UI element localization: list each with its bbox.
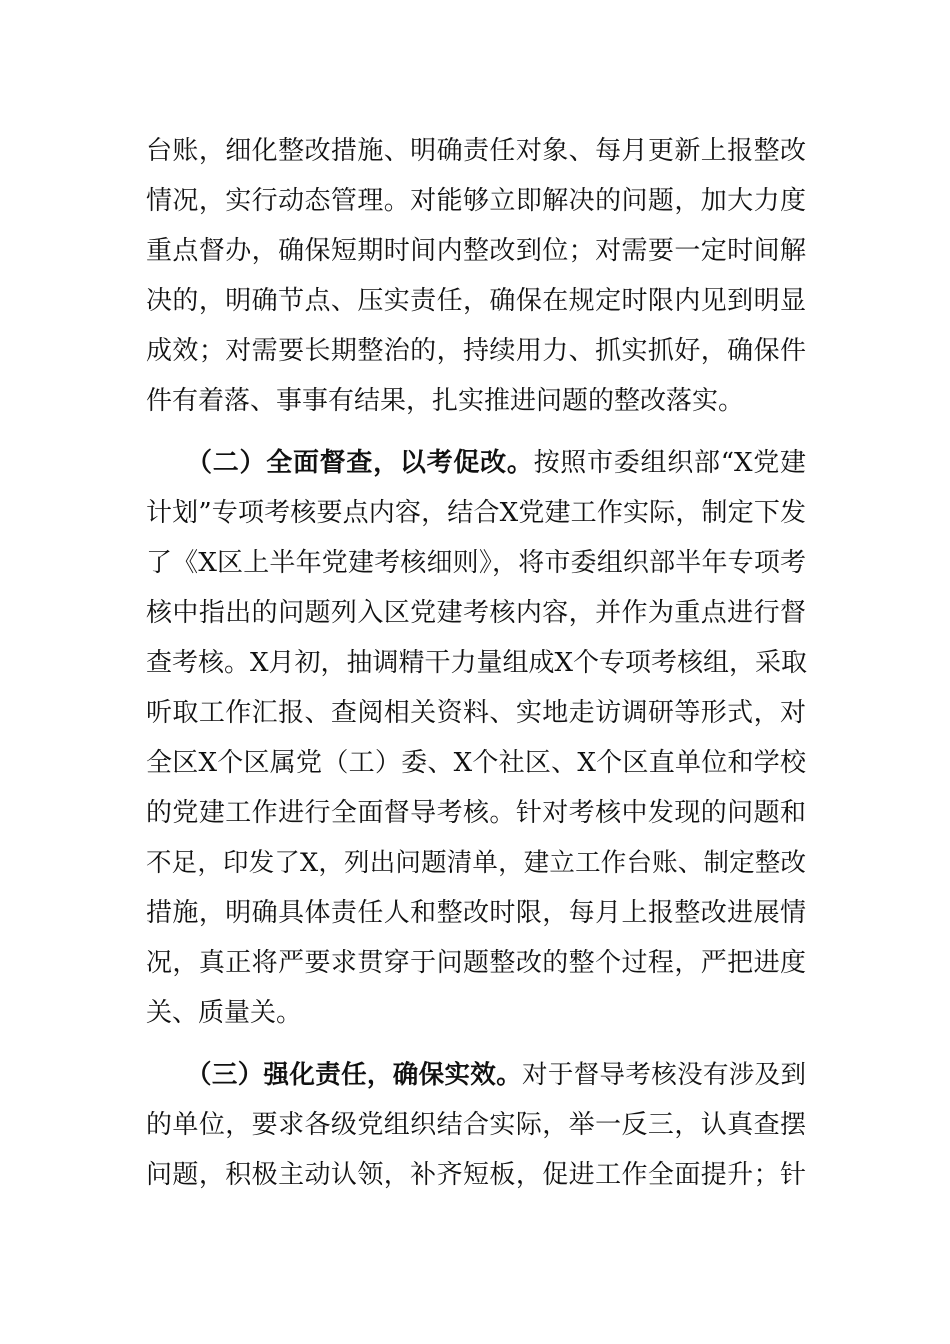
paragraph-1-line-1: 台账，细化整改措施、明确责任对象、每月更新上报整改	[146, 136, 806, 166]
paragraph-1-line-4: 决的，明确节点、压实责任，确保在规定时限内见到明显	[146, 286, 806, 316]
paragraph-3-line-2: 的单位，要求各级党组织结合实际，举一反三，认真查摆	[146, 1110, 806, 1140]
paragraph-1-line-2: 情况，实行动态管理。对能够立即解决的问题，加大力度	[146, 186, 806, 216]
paragraph-1-line-5: 成效；对需要长期整治的，持续用力、抓实抓好，确保件	[146, 336, 806, 366]
paragraph-2-line-9: 不足，印发了X，列出问题清单，建立工作台账、制定整改	[146, 848, 806, 878]
paragraph-2-line-3: 了《X区上半年党建考核细则》，将市委组织部半年专项考	[146, 548, 806, 578]
paragraph-2-line-2: 计划”专项考核要点内容，结合X党建工作实际，制定下发	[146, 498, 806, 528]
paragraph-2-heading: （二）全面督查，以考促改。	[186, 448, 534, 478]
paragraph-3-heading: （三）强化责任，确保实效。	[186, 1060, 523, 1090]
paragraph-2-line-11: 况，真正将严要求贯穿于问题整改的整个过程，严把进度	[146, 948, 806, 978]
paragraph-2-first-text: 按照市委组织部“X党建	[533, 448, 806, 478]
paragraph-3-line-1	[186, 1050, 806, 1100]
paragraph-2-line-6: 听取工作汇报、查阅相关资料、实地走访调研等形式，对	[146, 698, 806, 728]
paragraph-2-line-7: 全区X个区属党（工）委、X个社区、X个区直单位和学校	[146, 748, 806, 778]
paragraph-2-line-12: 关、质量关。	[146, 998, 303, 1028]
paragraph-3-line-3: 问题，积极主动认领，补齐短板，促进工作全面提升；针	[146, 1160, 806, 1190]
paragraph-1-line-3: 重点督办，确保短期时间内整改到位；对需要一定时间解	[146, 236, 806, 266]
paragraph-2-line-10: 措施，明确具体责任人和整改时限，每月上报整改进展情	[146, 898, 806, 928]
paragraph-3-first-text: 对于督导考核没有涉及到	[522, 1060, 806, 1090]
paragraph-2-line-1	[186, 438, 806, 488]
paragraph-1-line-6: 件有着落、事事有结果，扎实推进问题的整改落实。	[146, 386, 745, 416]
paragraph-2-line-4: 核中指出的问题列入区党建考核内容，并作为重点进行督	[146, 598, 806, 628]
paragraph-2-line-8: 的党建工作进行全面督导考核。针对考核中发现的问题和	[146, 798, 806, 828]
paragraph-2-line-5: 查考核。X月初，抽调精干力量组成X个专项考核组，采取	[146, 648, 808, 678]
